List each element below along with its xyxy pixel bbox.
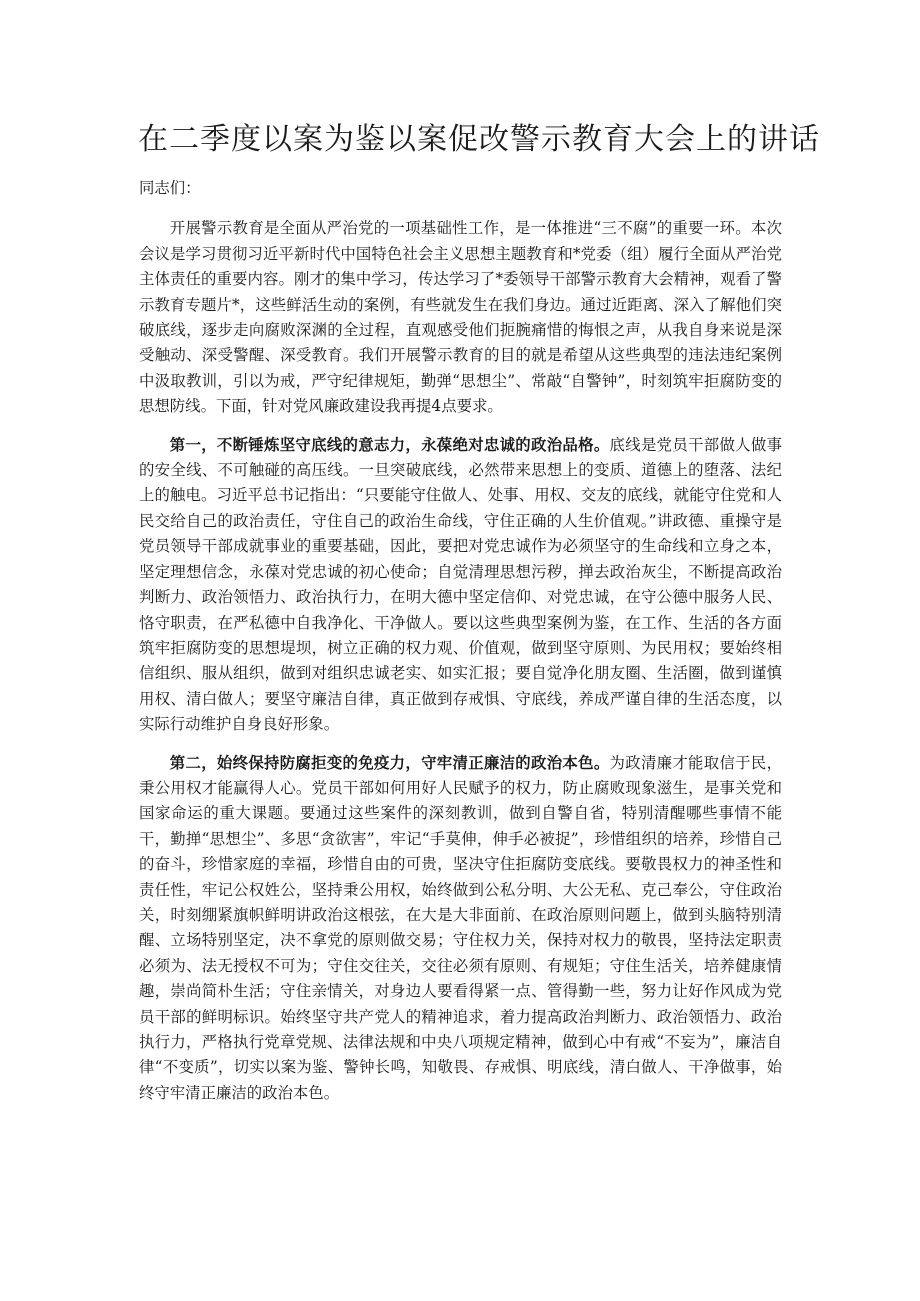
- document-body: [139, 176, 782, 1106]
- paragraph-text: 为政清廉才能取信于民，秉公用权才能赢得人心。党员干部如何用好人民赋予的权力，防止腐败现象滋生，是事关党和国家命运的重大课题。要通过这些案件的深刻教训，做到自警自省，特别清醒哪些事情不能干，勤掸“思想尘”、多思“贪欲害”，牢记“手莫伸，伸手必被捉”，珍惜组织的培养，珍惜自己的奋斗，珍惜家庭的幸福，珍惜自由的可贵，坚决守住拒腐防变底线。要敬畏权力的神圣性和责任性，牢记公权姓公，坚持秉公用权，始终做到公私分明、大公无私、克己奉公，守住政治关，时刻绷紧旗帜鲜明讲政治这根弦，在大是大非面前、在政治原则问题上，做到头脑特别清醒、立场特别坚定，决不拿党的原则做交易；守住权力关，保持对权力的敬畏，坚持法定职责必须为、法无授权不可为；守住交往关，交往必须有原则、有规矩；守住生活关，培养健康情趣，崇尚简朴生活；守住亲情关，对身边人要看得紧一点、管得勤一些，努力让好作风成为党员干部的鲜明标识。始终坚守共产党人的精神追求，着力提高政治判断力、政治领悟力、政治执行力，严格执行党章党规、法律法规和中央八项规定精神，做到心中有戒“不妄为”，廉洁自律“不变质”，切实以案为鉴、警钟长鸣，知敬畏、存戒惧、明底线，清白做人、干净做事，始终守牢清正廉洁的政治本色。: [139, 753, 782, 1102]
- paragraph-point-2: [139, 751, 782, 1107]
- paragraph-intro: [139, 216, 782, 419]
- paragraph-text: 底线是党员干部做人做事的安全线、不可触碰的高压线。一旦突破底线，必然带来思想上的变质、道德上的堕落、法纪上的触电。习近平总书记指出：“只要能守住做人、处事、用权、交友的底线，就能守住党和人民交给自己的政治责任，守住自己的政治生命线，守住正确的人生价值观。”讲政德、重操守是党员领导干部成就事业的重要基础，因此，要把对党忠诚作为必须坚守的生命线和立身之本，坚定理想信念，永葆对党忠诚的初心使命；自觉清理思想污秽，掸去政治灰尘，不断提高政治判断力、政治领悟力、政治执行力，在明大德中坚定信仰、对党忠诚，在守公德中服务人民、恪守职责，在严私德中自我净化、干净做人。要以这些典型案例为鉴，在工作、生活的各方面筑牢拒腐防变的思想堤坝，树立正确的权力观、价值观，做到坚守原则、为民用权；要始终相信组织、服从组织，做到对组织忠诚老实、如实汇报；要自觉净化朋友圈、生活圈，做到谨慎用权、清白做人；要坚守廉洁自律，真正做到存戒惧、守底线，养成严谨自律的生活态度，以实际行动维护自身良好形象。: [139, 435, 782, 734]
- paragraph-lead: 第一，不断锤炼坚守底线的意志力，永葆绝对忠诚的政治品格。: [169, 435, 610, 454]
- paragraph-lead: 第二，始终保持防腐拒变的免疫力，守牢清正廉洁的政治本色。: [169, 753, 610, 772]
- salutation: 同志们：: [139, 179, 201, 197]
- paragraph-text: 开展警示教育是全面从严治党的一项基础性工作，是一体推进“三不腐”的重要一环。本次会议是学习贯彻习近平新时代中国特色社会主义思想主题教育和*党委（组）履行全面从严治党主体责任的重要内容。刚才的集中学习，传达学习了*委领导干部警示教育大会精神，观看了警示教育专题片*，这些鲜活生动的案例，有些就发生在我们身边。通过近距离、深入了解他们突破底线，逐步走向腐败深渊的全过程，直观感受他们扼腕痛惜的悔恨之声，从我自身来说是深受触动、深受警醒、深受教育。我们开展警示教育的目的就是希望从这些典型的违法违纪案例中汲取教训，引以为戒，严守纪律规矩，勤弹“思想尘”、常敲“自警钟”，时刻筑牢拒腐防变的思想防线。下面，针对党风廉政建设我再提4点要求。: [139, 219, 782, 416]
- paragraph-point-1: [139, 433, 782, 738]
- document-title: 在二季度以案为鉴以案促改警示教育大会上的讲话: [138, 122, 820, 157]
